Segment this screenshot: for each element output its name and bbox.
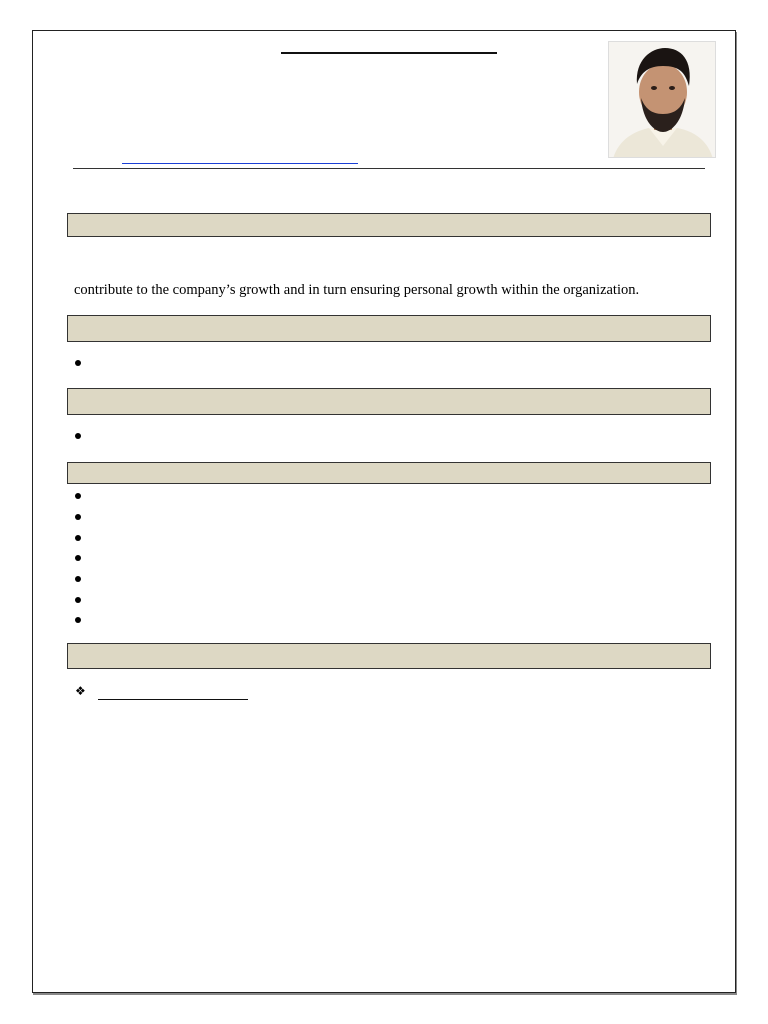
bullet-point xyxy=(75,535,81,541)
section-bar-5 xyxy=(67,643,711,669)
bullet-point xyxy=(75,576,81,582)
bullet-point xyxy=(75,433,81,439)
section-bar-2 xyxy=(67,315,711,342)
resume-page xyxy=(32,30,736,993)
section-bar-objective xyxy=(67,213,711,237)
bullet-point xyxy=(75,493,81,499)
bullet-point xyxy=(75,597,81,603)
header-divider xyxy=(73,168,705,169)
diamond-bullet-icon: ❖ xyxy=(75,684,86,698)
section-bar-4 xyxy=(67,462,711,484)
email-link-underline[interactable] xyxy=(122,163,358,164)
bullet-point xyxy=(75,617,81,623)
objective-text: contribute to the company’s growth and in turn ensuring personal growth within the organization. xyxy=(74,282,640,298)
bullet-point xyxy=(75,514,81,520)
section-bar-3 xyxy=(67,388,711,415)
bullet-point xyxy=(75,360,81,366)
reference-underline xyxy=(98,699,248,700)
bullet-point xyxy=(75,555,81,561)
profile-photo xyxy=(608,41,716,158)
name-underline xyxy=(281,52,497,54)
